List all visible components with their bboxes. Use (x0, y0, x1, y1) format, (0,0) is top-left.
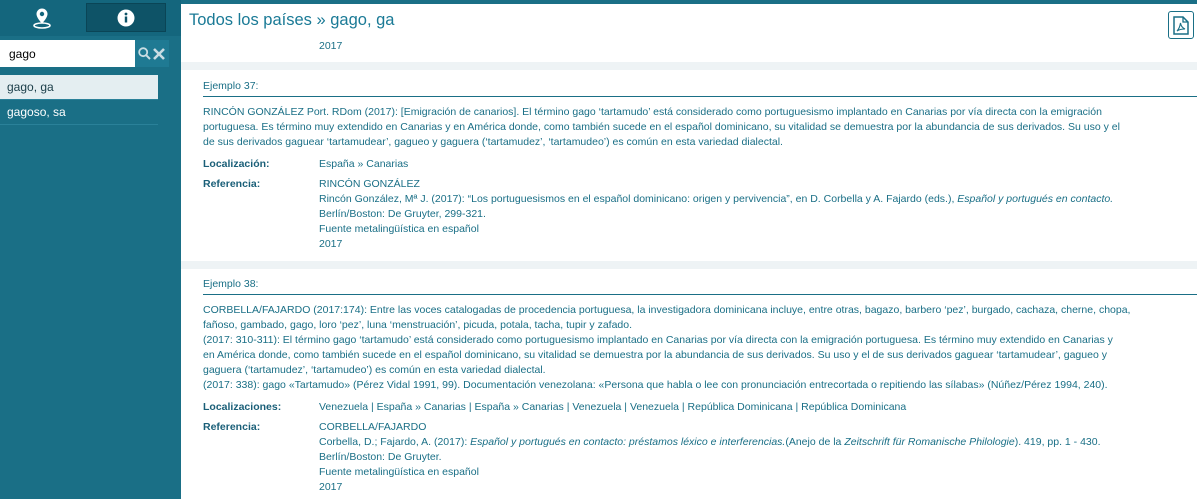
map-pin-icon (32, 7, 52, 29)
text-line: de sus derivados gaguear ‘tartamudear’, gagueo y gaguera (‘tartamudez’, ‘tartamudeo’) es común en esta variedad dialectal. (203, 136, 783, 148)
reference-source: Fuente metalingüística en español (319, 223, 479, 235)
locations-label: Localizaciones: (203, 401, 282, 413)
citation-journal: Zeitschrift für Romanische Philologie (844, 436, 1015, 448)
text-line: CORBELLA/FAJARDO (2017:174): Entre las voces catalogadas de procedencia portuguesa, la investigadora dominicana incluye, entre otras, bagazo, barbero ‘pez’, burgado, cachaza, cherne, chopa, (203, 304, 1131, 316)
locations-value[interactable]: Venezuela | España » Canarias | España » Canarias | Venezuela | Venezuela | República Dominicana | República Dominicana (319, 401, 907, 413)
example-text (203, 105, 1197, 150)
top-border (181, 0, 1197, 4)
citation-title: Español y portugués en contacto: préstamos léxico e interferencias. (470, 436, 786, 448)
previous-year: 2017 (319, 40, 343, 52)
citation-text: Corbella, D.; Fajardo, A. (2017): (319, 436, 471, 448)
text-line: RINCÓN GONZÁLEZ Port. RDom (2017): [Emigración de canarios]. El término gago ‘tartamudo’ está considerado como portuguesismo implantado en Canarias por vía directa con la emigración (203, 106, 1102, 118)
info-icon (117, 9, 135, 27)
text-line: gaguera (‘tartamudez’, ‘tartamudeo’) es común en esta variedad dialectal. (203, 364, 546, 376)
text-line: fañoso, gambado, gago, loro ‘pez’, luna ‘menstruación’, picuda, potala, tacha, tupir y zafado. (203, 319, 633, 331)
reference-year: 2017 (319, 238, 343, 250)
pdf-icon (1173, 16, 1189, 35)
search-icon[interactable] (138, 47, 151, 60)
reference-name: CORBELLA/FAJARDO (319, 421, 427, 433)
heading-rule (203, 294, 1197, 295)
search-input[interactable] (0, 40, 135, 67)
result-item-gago[interactable] (0, 75, 158, 100)
example-heading: Ejemplo 37: (203, 80, 259, 92)
reference-label: Referencia: (203, 178, 261, 190)
example-heading: Ejemplo 38: (203, 278, 259, 290)
location-label: Localización: (203, 158, 270, 170)
close-icon[interactable] (152, 47, 166, 61)
reference-publisher: Berlín/Boston: De Gruyter. (319, 451, 442, 463)
example-separator (181, 261, 1197, 269)
text-line: (2017: 338): gago «Tartamudo» (Pérez Vidal 1991, 99). Documentación venezolana: «Persona que habla o lee con pronunciación entrecortada o repitiendo las sílabas» (Núñez/Pérez 1994, 240). (203, 379, 1108, 391)
tab-info[interactable] (86, 3, 166, 32)
citation-text: Rincón González, Mª J. (2017): “Los portuguesismos en el español dominicano: origen y pervivencia”, en D. Corbella y A. Fajardo (eds.), (319, 193, 958, 205)
tab-location[interactable] (2, 3, 82, 32)
location-value[interactable]: España » Canarias (319, 158, 409, 170)
text-line: (2017: 310-311): El término gago ‘tartamudo’ está considerado como portuguesismo implantado en Canarias por vía directa con la emigración portuguesa. Es término muy extendido en Canarias y (203, 334, 1113, 346)
reference-citation (319, 192, 1113, 207)
text-line: portuguesa. Es término muy extendido en Canarias y en América donde, como también sucede en el español dominicano, su vitalidad se demuestra por la abundancia de sus derivados. Su uso y el (203, 121, 1120, 133)
result-item-gagoso[interactable] (0, 100, 158, 125)
example-separator (181, 62, 1197, 70)
citation-text: ). 419, pp. 1 - 430. (1014, 436, 1101, 448)
citation-title: Español y portugués en contacto. (957, 193, 1114, 205)
result-item-label: gagoso, sa (7, 105, 66, 119)
heading-rule (203, 96, 1197, 97)
result-item-label: gago, ga (7, 80, 54, 94)
result-list (0, 75, 158, 125)
citation-text: (Anejo de la (785, 436, 845, 448)
search-actions (135, 40, 169, 67)
reference-year: 2017 (319, 481, 343, 493)
reference-publisher: Berlín/Boston: De Gruyter, 299-321. (319, 208, 486, 220)
example-text (203, 303, 1197, 393)
search-box (0, 40, 169, 67)
sidebar (0, 0, 181, 499)
pdf-button[interactable] (1168, 11, 1194, 39)
reference-name: RINCÓN GONZÁLEZ (319, 178, 420, 190)
text-line: en América donde, como también sucede en el español dominicano, su vitalidad se demuestra por la abundancia de sus derivados. Su uso y el de sus derivados gaguear ‘tartamudear’, gagueo y (203, 349, 1107, 361)
reference-citation (319, 435, 1101, 450)
sidebar-tabs (0, 0, 181, 36)
reference-source: Fuente metalingüística en español (319, 466, 479, 478)
main-content (181, 0, 1197, 499)
reference-label: Referencia: (203, 421, 261, 433)
page-title: Todos los países » gago, ga (189, 11, 395, 29)
